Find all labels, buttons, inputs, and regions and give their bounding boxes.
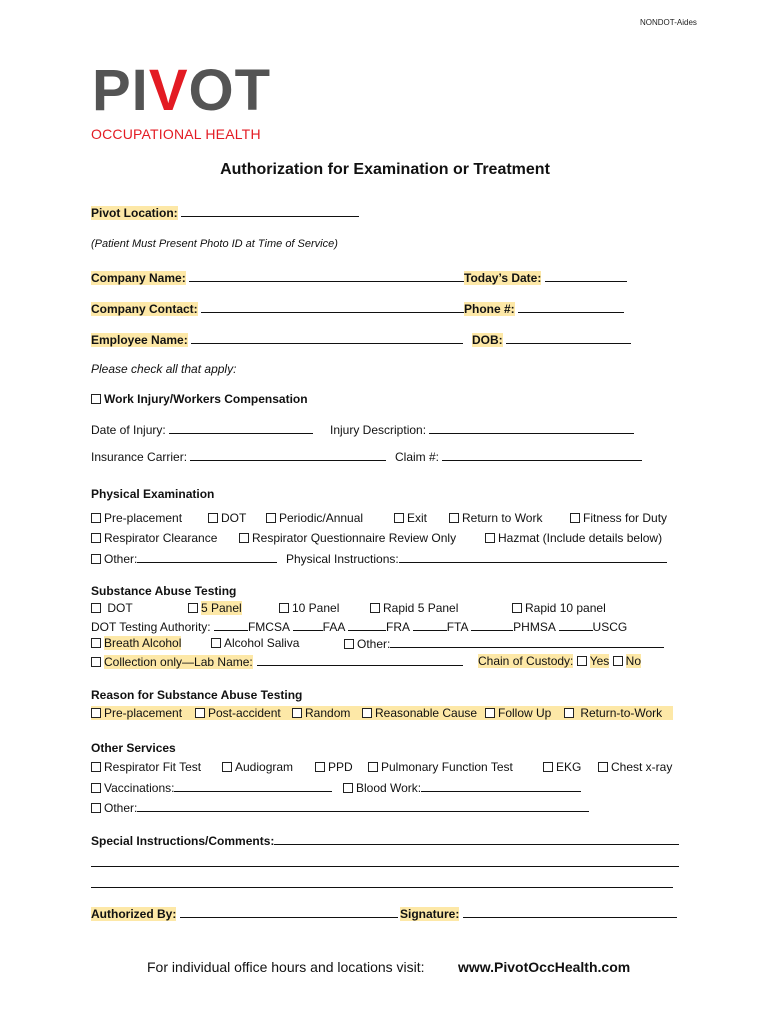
signature-label: Signature: bbox=[400, 907, 460, 921]
os-option-ppd[interactable] bbox=[315, 760, 353, 774]
option-label: Other: bbox=[104, 552, 138, 566]
injury-description-label: Injury Description: bbox=[330, 423, 427, 437]
option-label: DOT bbox=[221, 511, 247, 525]
special-instructions-row bbox=[91, 833, 679, 848]
phone-field[interactable] bbox=[518, 301, 624, 313]
pe-option-exit[interactable] bbox=[394, 511, 427, 525]
os-other-field[interactable] bbox=[137, 800, 589, 812]
checkbox[interactable] bbox=[570, 513, 580, 523]
todays-date-label: Today’s Date: bbox=[464, 271, 542, 285]
option-label: Pulmonary Function Test bbox=[381, 760, 513, 774]
option-label: Alcohol Saliva bbox=[224, 636, 300, 650]
agency-label: USCG bbox=[592, 620, 628, 634]
logo-check-letter: V bbox=[148, 58, 189, 123]
dob-field[interactable] bbox=[506, 332, 631, 344]
todays-date-row bbox=[464, 270, 627, 285]
agency-label: PHMSA bbox=[513, 620, 556, 634]
physical-instructions-row bbox=[286, 551, 667, 566]
option-label: Random bbox=[305, 706, 351, 720]
sa-option-other[interactable] bbox=[344, 636, 664, 651]
checkbox[interactable] bbox=[91, 708, 101, 718]
chain-of-custody-row bbox=[478, 654, 641, 668]
checkbox[interactable] bbox=[91, 533, 101, 543]
checkbox[interactable] bbox=[279, 603, 289, 613]
checkbox[interactable] bbox=[368, 762, 378, 772]
checkbox[interactable] bbox=[211, 638, 221, 648]
option-label: Follow Up bbox=[498, 706, 552, 720]
os-option-other[interactable] bbox=[91, 800, 589, 815]
checkbox[interactable] bbox=[208, 513, 218, 523]
os-option-pulmonary[interactable] bbox=[368, 760, 513, 774]
footer-website-link[interactable]: www.PivotOccHealth.com bbox=[458, 959, 631, 975]
checkbox[interactable] bbox=[613, 656, 623, 666]
dob-row bbox=[472, 332, 631, 347]
form-code: NONDOT-Aides bbox=[640, 18, 697, 27]
pe-option-respirator-clearance[interactable] bbox=[91, 531, 217, 545]
date-of-injury-field[interactable] bbox=[169, 422, 313, 434]
signature-row bbox=[400, 906, 677, 921]
no-label: No bbox=[625, 654, 641, 668]
lab-name-field[interactable] bbox=[257, 654, 463, 666]
date-of-injury-row bbox=[91, 422, 313, 437]
checkbox[interactable] bbox=[344, 639, 354, 649]
company-name-label: Company Name: bbox=[91, 271, 186, 285]
pe-option-return-to-work[interactable] bbox=[449, 511, 542, 525]
sa-option-5-panel[interactable] bbox=[188, 601, 242, 615]
insurance-carrier-label: Insurance Carrier: bbox=[91, 450, 188, 464]
uscg-field[interactable] bbox=[559, 619, 593, 631]
check-all-note: Please check all that apply: bbox=[91, 362, 237, 376]
checkbox[interactable] bbox=[266, 513, 276, 523]
reason-option-return-to-work[interactable] bbox=[564, 706, 662, 720]
employee-name-field[interactable] bbox=[191, 332, 463, 344]
form-title: Authorization for Examination or Treatment bbox=[220, 161, 550, 178]
option-label: Chest x-ray bbox=[611, 760, 673, 774]
reason-option-post-accident[interactable] bbox=[195, 706, 281, 720]
agency-label: FTA bbox=[446, 620, 468, 634]
checkbox[interactable] bbox=[343, 783, 353, 793]
reason-option-reasonable-cause[interactable] bbox=[362, 706, 477, 720]
sa-option-collection[interactable] bbox=[91, 654, 463, 669]
agency-label: FRA bbox=[386, 620, 410, 634]
blood-work-field[interactable] bbox=[421, 780, 581, 792]
sa-option-breath[interactable] bbox=[91, 636, 181, 650]
checkbox[interactable] bbox=[91, 783, 101, 793]
dob-label: DOB: bbox=[472, 333, 503, 347]
pivot-location-row bbox=[91, 205, 359, 220]
vaccinations-field[interactable] bbox=[174, 780, 332, 792]
sa-option-dot[interactable] bbox=[91, 601, 133, 615]
checkbox[interactable] bbox=[598, 762, 608, 772]
logo-subtitle: OCCUPATIONAL HEALTH bbox=[91, 126, 261, 142]
phmsa-field[interactable] bbox=[471, 619, 513, 631]
pe-other-field[interactable] bbox=[137, 551, 277, 563]
option-label: Pre-placement bbox=[104, 706, 183, 720]
option-label: Audiogram bbox=[235, 760, 294, 774]
authorized-by-row bbox=[91, 906, 398, 921]
option-label: PPD bbox=[328, 760, 353, 774]
company-contact-field[interactable] bbox=[201, 301, 467, 313]
logo-text-post: OT bbox=[188, 58, 272, 123]
injury-description-row bbox=[330, 422, 634, 437]
os-option-blood-work[interactable] bbox=[343, 780, 581, 795]
checkbox[interactable] bbox=[91, 803, 101, 813]
pe-option-other[interactable] bbox=[91, 551, 277, 566]
option-label: Rapid 5 Panel bbox=[383, 601, 459, 615]
comment-line[interactable] bbox=[91, 866, 679, 867]
checkbox[interactable] bbox=[222, 762, 232, 772]
checkbox[interactable] bbox=[91, 762, 101, 772]
checkbox[interactable] bbox=[362, 708, 372, 718]
os-option-chest-xray[interactable] bbox=[598, 760, 672, 774]
fmcsa-field[interactable] bbox=[214, 619, 248, 631]
os-option-vaccinations[interactable] bbox=[91, 780, 332, 795]
substance-heading: Substance Abuse Testing bbox=[91, 584, 237, 598]
reason-option-preplacement[interactable] bbox=[91, 706, 182, 720]
option-label: Vaccinations: bbox=[104, 781, 175, 795]
os-option-respirator-fit[interactable] bbox=[91, 760, 201, 774]
option-label: DOT bbox=[107, 601, 133, 615]
checkbox[interactable] bbox=[449, 513, 459, 523]
os-option-ekg[interactable] bbox=[543, 760, 581, 774]
pe-option-periodic[interactable] bbox=[266, 511, 363, 525]
other-services-heading: Other Services bbox=[91, 741, 176, 755]
checkbox[interactable] bbox=[188, 603, 198, 613]
claim-row bbox=[395, 449, 642, 464]
company-contact-label: Company Contact: bbox=[91, 302, 198, 316]
sa-option-rapid-5[interactable] bbox=[370, 601, 458, 615]
option-label: EKG bbox=[556, 760, 582, 774]
pe-option-fitness[interactable] bbox=[570, 511, 667, 525]
agency-label: FMCSA bbox=[247, 620, 290, 634]
pivot-location-label: Pivot Location: bbox=[91, 206, 178, 220]
fta-field[interactable] bbox=[413, 619, 447, 631]
option-label: Fitness for Duty bbox=[583, 511, 668, 525]
agency-label: FAA bbox=[322, 620, 345, 634]
checkbox[interactable] bbox=[91, 394, 101, 404]
option-label: Return-to-Work bbox=[580, 706, 663, 720]
sa-option-10-panel[interactable] bbox=[279, 601, 339, 615]
option-label: Respirator Questionnaire Review Only bbox=[252, 531, 457, 545]
pe-option-hazmat[interactable] bbox=[485, 531, 662, 545]
work-injury-label: Work Injury/Workers Compensation bbox=[104, 392, 308, 406]
option-label: Periodic/Annual bbox=[279, 511, 364, 525]
insurance-carrier-row bbox=[91, 449, 386, 464]
authorized-by-field[interactable] bbox=[180, 906, 398, 918]
todays-date-field[interactable] bbox=[545, 270, 627, 282]
checkbox[interactable] bbox=[91, 513, 101, 523]
checkbox[interactable] bbox=[394, 513, 404, 523]
authorized-by-label: Authorized By: bbox=[91, 907, 177, 921]
claim-label: Claim #: bbox=[395, 450, 440, 464]
physical-instructions-field[interactable] bbox=[399, 551, 667, 563]
physical-instructions-label: Physical Instructions: bbox=[286, 552, 399, 566]
checkbox[interactable] bbox=[485, 708, 495, 718]
option-label: Breath Alcohol bbox=[104, 636, 182, 650]
option-label: Return to Work bbox=[462, 511, 543, 525]
reason-heading: Reason for Substance Abuse Testing bbox=[91, 688, 303, 702]
option-label: Other: bbox=[104, 801, 138, 815]
physical-exam-heading: Physical Examination bbox=[91, 487, 215, 501]
checkbox[interactable] bbox=[485, 533, 495, 543]
checkbox[interactable] bbox=[91, 638, 101, 648]
sa-other-field[interactable] bbox=[390, 636, 664, 648]
work-injury-option[interactable] bbox=[91, 392, 308, 406]
option-label: Other: bbox=[357, 637, 391, 651]
pe-option-preplacement[interactable] bbox=[91, 511, 182, 525]
company-name-field[interactable] bbox=[189, 270, 465, 282]
reason-option-random[interactable] bbox=[292, 706, 350, 720]
pe-option-respirator-questionnaire[interactable] bbox=[239, 531, 456, 545]
insurance-carrier-field[interactable] bbox=[190, 449, 386, 461]
sa-option-saliva[interactable] bbox=[211, 636, 299, 650]
checkbox[interactable] bbox=[91, 603, 101, 613]
dot-authority-label: DOT Testing Authority: bbox=[91, 620, 211, 634]
checkbox[interactable] bbox=[512, 603, 522, 613]
option-label: Collection only—Lab Name: bbox=[104, 655, 253, 669]
date-of-injury-label: Date of Injury: bbox=[91, 423, 166, 437]
checkbox[interactable] bbox=[195, 708, 205, 718]
option-label: Post-accident bbox=[208, 706, 281, 720]
os-option-audiogram[interactable] bbox=[222, 760, 293, 774]
chain-of-custody-label: Chain of Custody: bbox=[478, 654, 574, 668]
pe-option-dot[interactable] bbox=[208, 511, 246, 525]
checkbox[interactable] bbox=[564, 708, 574, 718]
dot-authority-row bbox=[91, 619, 627, 634]
employee-name-row bbox=[91, 332, 463, 347]
option-label: 10 Panel bbox=[292, 601, 340, 615]
comment-line[interactable] bbox=[91, 887, 673, 888]
checkbox[interactable] bbox=[239, 533, 249, 543]
special-instructions-label: Special Instructions/Comments: bbox=[91, 834, 275, 848]
pivot-logo bbox=[92, 58, 272, 123]
yes-label: Yes bbox=[589, 654, 610, 668]
checkbox[interactable] bbox=[315, 762, 325, 772]
faa-field[interactable] bbox=[293, 619, 323, 631]
checkbox[interactable] bbox=[91, 657, 101, 667]
employee-name-label: Employee Name: bbox=[91, 333, 188, 347]
injury-description-field[interactable] bbox=[429, 422, 634, 434]
checkbox[interactable] bbox=[577, 656, 587, 666]
checkbox[interactable] bbox=[292, 708, 302, 718]
signature-field[interactable] bbox=[463, 906, 677, 918]
claim-field[interactable] bbox=[442, 449, 642, 461]
company-contact-row bbox=[91, 301, 467, 316]
footer-text: For individual office hours and locations visit: bbox=[147, 959, 425, 975]
option-label: Pre-placement bbox=[104, 511, 183, 525]
option-label: Exit bbox=[407, 511, 428, 525]
option-label: Reasonable Cause bbox=[375, 706, 478, 720]
photo-id-note: (Patient Must Present Photo ID at Time of Service) bbox=[91, 238, 338, 250]
phone-row bbox=[464, 301, 624, 316]
option-label: Blood Work: bbox=[356, 781, 422, 795]
checkbox[interactable] bbox=[543, 762, 553, 772]
phone-label: Phone #: bbox=[464, 302, 515, 316]
checkbox[interactable] bbox=[91, 554, 101, 564]
checkbox[interactable] bbox=[370, 603, 380, 613]
pivot-location-field[interactable] bbox=[181, 205, 359, 217]
option-label: Respirator Clearance bbox=[104, 531, 218, 545]
option-label: Hazmat (Include details below) bbox=[498, 531, 663, 545]
sa-option-rapid-10[interactable] bbox=[512, 601, 606, 615]
reason-option-follow-up[interactable] bbox=[485, 706, 551, 720]
company-name-row bbox=[91, 270, 465, 285]
special-instructions-field[interactable] bbox=[274, 833, 679, 845]
option-label: Rapid 10 panel bbox=[525, 601, 606, 615]
option-label: 5 Panel bbox=[201, 601, 242, 615]
logo-text-pre: PI bbox=[92, 58, 149, 123]
fra-field[interactable] bbox=[348, 619, 386, 631]
option-label: Respirator Fit Test bbox=[104, 760, 202, 774]
